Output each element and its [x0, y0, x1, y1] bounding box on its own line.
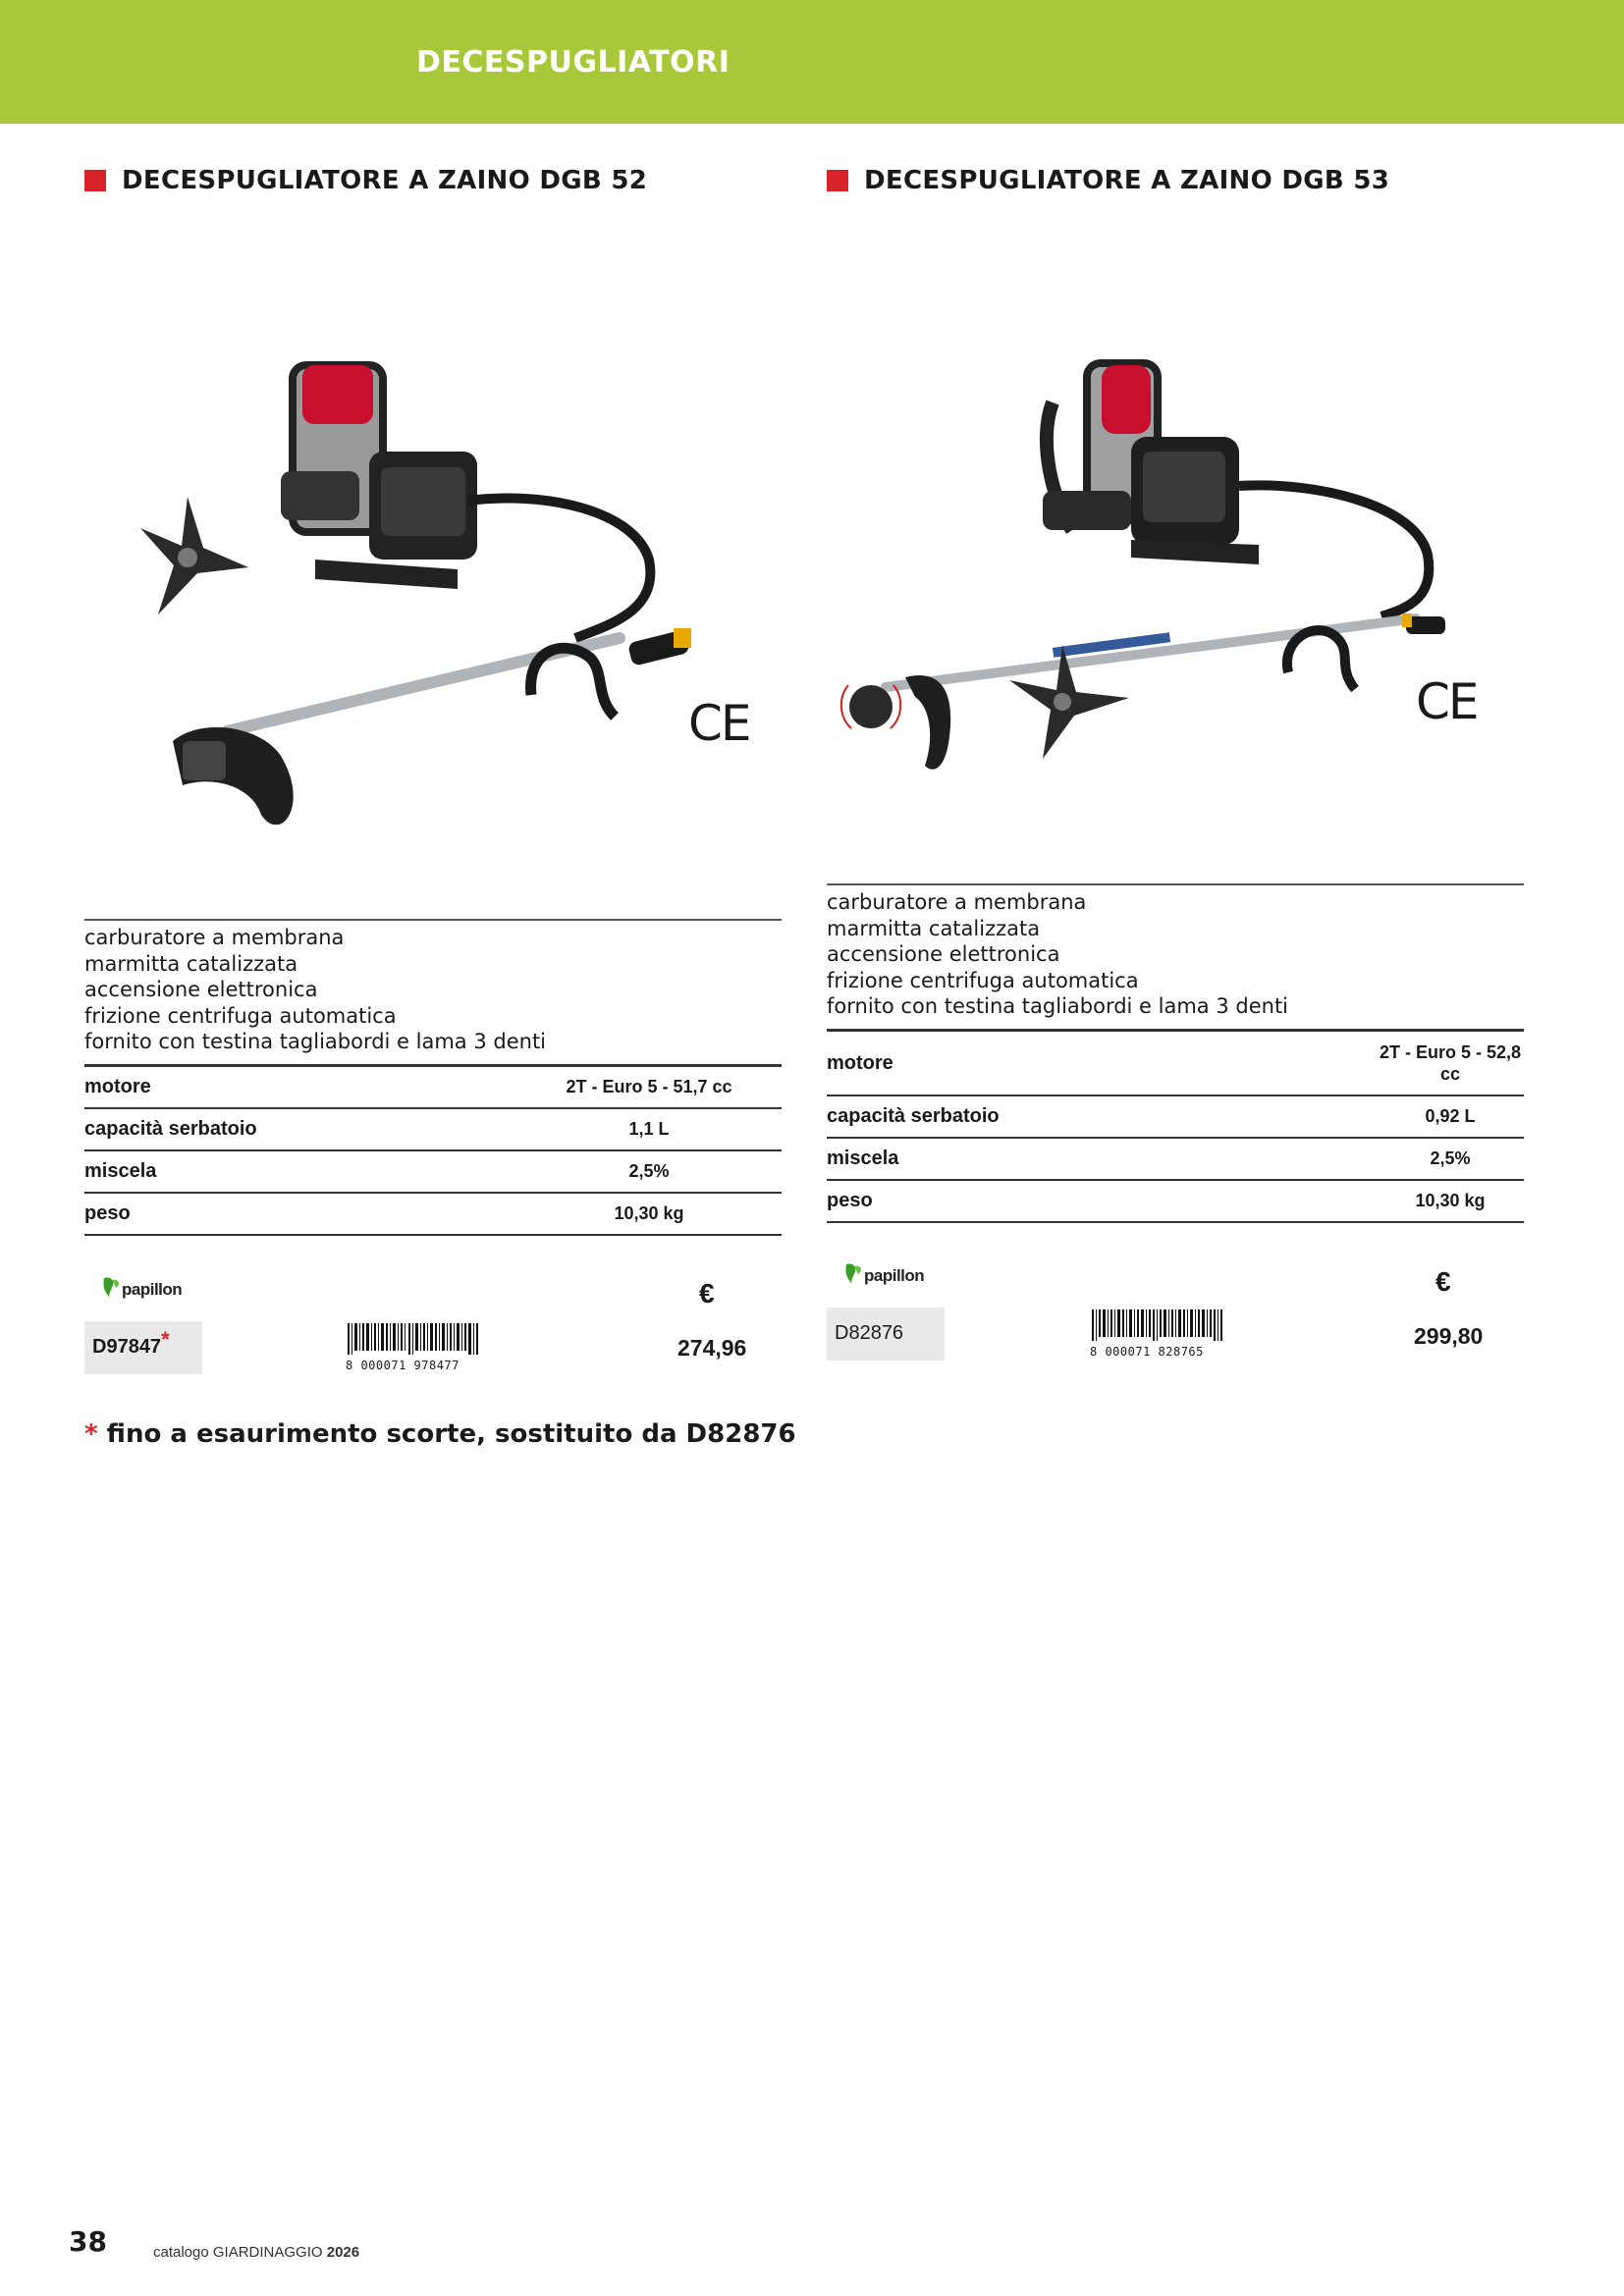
product-title-row [84, 161, 647, 200]
product-image [84, 294, 784, 825]
section-title: DECESPUGLIATORI [416, 45, 731, 80]
spec-value: 2T - Euro 5 - 52,8 cc [1259, 1031, 1524, 1096]
ce-mark: CE [688, 695, 750, 752]
section-header [0, 0, 1624, 124]
feature-item: carburatore a membrana [84, 926, 345, 949]
product-code-value: D82876 [835, 1322, 904, 1344]
specs-table [84, 1064, 782, 1236]
footer-year: 2026 [326, 2244, 360, 2261]
spec-label: peso [827, 1180, 1259, 1222]
footer-prefix: catalogo GIARDINAGGIO [153, 2244, 323, 2261]
feature-item: fornito con testina tagliabordi e lama 3 denti [84, 1030, 547, 1053]
page-number: 38 [69, 2225, 107, 2258]
spec-label: motore [827, 1031, 1259, 1096]
price: 299,80 [1414, 1323, 1484, 1349]
barcode [1090, 1309, 1227, 1359]
barcode-number: 8 000071 978477 [346, 1359, 460, 1372]
brand-logo [100, 1274, 182, 1300]
spec-value: 2,5% [1259, 1138, 1524, 1180]
spec-value: 2T - Euro 5 - 51,7 cc [516, 1066, 782, 1109]
barcode-icon [346, 1323, 483, 1355]
spec-row [84, 1108, 782, 1150]
product-title-row [827, 161, 1389, 200]
product-image [827, 304, 1526, 815]
product-title: DECESPUGLIATORE A ZAINO DGB 52 [122, 166, 648, 195]
barcode-number: 8 000071 828765 [1090, 1345, 1204, 1359]
feature-item: carburatore a membrana [827, 890, 1087, 914]
spec-label: miscela [84, 1150, 516, 1193]
spec-row [827, 1180, 1524, 1222]
footer-caption [153, 2244, 359, 2261]
spec-row [84, 1150, 782, 1193]
features-list [827, 883, 1524, 1020]
brushcutter-illustration [84, 294, 784, 825]
barcode-icon [1090, 1309, 1227, 1341]
brand-name: papillon [864, 1266, 925, 1285]
spec-row [84, 1193, 782, 1235]
currency-symbol: € [1435, 1266, 1451, 1297]
spec-value: 2,5% [516, 1150, 782, 1193]
red-square-bullet-icon [827, 170, 848, 191]
feature-item: accensione elettronica [84, 978, 318, 1001]
spec-label: peso [84, 1193, 516, 1235]
features-list [84, 919, 782, 1055]
product-title: DECESPUGLIATORE A ZAINO DGB 53 [864, 166, 1390, 195]
brand-logo [842, 1260, 924, 1286]
product-code [827, 1308, 945, 1361]
feature-item: frizione centrifuga automatica [84, 1003, 397, 1028]
leaf-icon [100, 1274, 122, 1300]
spec-value: 1,1 L [516, 1108, 782, 1150]
red-square-bullet-icon [84, 170, 106, 191]
spec-value: 0,92 L [1259, 1095, 1524, 1138]
specs-table [827, 1029, 1524, 1223]
feature-item: fornito con testina tagliabordi e lama 3 denti [827, 994, 1289, 1018]
barcode [346, 1323, 483, 1372]
spec-row [84, 1066, 782, 1109]
leaf-icon [842, 1260, 864, 1286]
spec-value: 10,30 kg [1259, 1180, 1524, 1222]
feature-item: marmitta catalizzata [827, 916, 1041, 940]
product-code [84, 1321, 202, 1374]
spec-value: 10,30 kg [516, 1193, 782, 1235]
footnote [84, 1419, 796, 1449]
feature-item: marmitta catalizzata [84, 951, 298, 976]
brushcutter-illustration [827, 304, 1526, 815]
code-asterisk: * [161, 1327, 170, 1352]
product-code-value: D97847 [92, 1336, 162, 1358]
spec-label: motore [84, 1066, 516, 1109]
price: 274,96 [677, 1335, 747, 1361]
footnote-asterisk: * [84, 1419, 98, 1449]
footnote-text: fino a esaurimento scorte, sostituito da D82876 [106, 1419, 796, 1449]
feature-item: accensione elettronica [827, 942, 1060, 966]
spec-row [827, 1138, 1524, 1180]
ce-mark: CE [1416, 673, 1478, 730]
brand-name: papillon [122, 1280, 183, 1299]
spec-row [827, 1031, 1524, 1096]
feature-item: frizione centrifuga automatica [827, 968, 1139, 992]
spec-label: miscela [827, 1138, 1259, 1180]
spec-row [827, 1095, 1524, 1138]
spec-label: capacità serbatoio [84, 1108, 516, 1150]
currency-symbol: € [699, 1278, 715, 1308]
spec-label: capacità serbatoio [827, 1095, 1259, 1138]
